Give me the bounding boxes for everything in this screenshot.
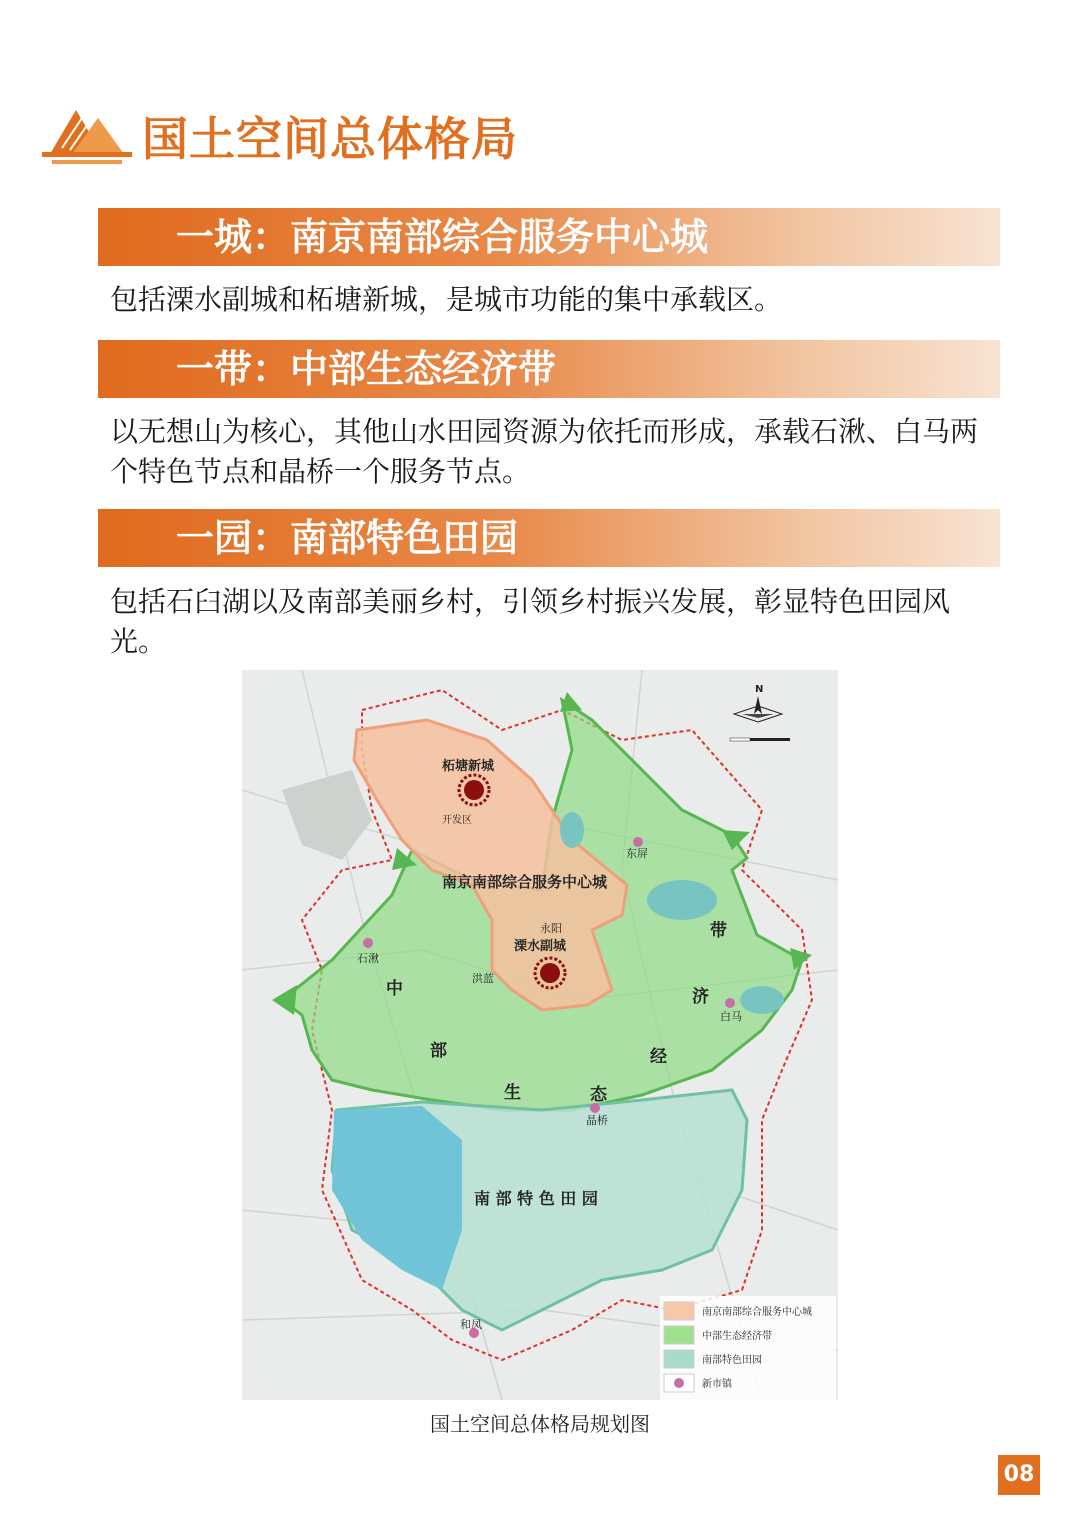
belt-char: 生 [504,1083,521,1103]
legend-swatch [664,1302,694,1320]
label-jingqiao: 晶桥 [586,1114,608,1127]
page-number: 08 [998,1455,1040,1495]
label-dongping: 东屏 [626,847,648,860]
belt-char: 态 [590,1085,607,1105]
label-south-garden: 南 部 特 色 田 园 [474,1189,598,1208]
planning-map [242,670,838,1400]
town-marker-icon [725,998,735,1008]
shijiu-lake [332,1106,462,1290]
legend-label: 中部生态经济带 [702,1331,772,1342]
section-heading: 一城：南京南部综合服务中心城 [176,215,709,259]
legend-town-icon [674,1378,684,1388]
belt-char: 带 [710,921,727,941]
section-heading-bar [98,340,1000,398]
section-heading-bar [98,208,1000,266]
map-legend [660,1296,836,1400]
legend-label: 南部特色田园 [702,1355,762,1366]
legend-swatch [664,1350,694,1368]
label-kaifaqu: 开发区 [442,815,472,826]
section-paragraph: 以无想山为核心，其他山水田园资源为依托而形成，承载石湫、白马两个特色节点和晶桥一个服务节点。 [110,415,979,488]
label-yongyang: 永阳 [540,922,562,935]
page-title: 国土空间总体格局 [142,112,518,166]
svg-text:N: N [755,684,764,695]
label-honglan: 洪蓝 [472,972,494,985]
section-heading: 一带：中部生态经济带 [176,347,557,391]
section-paragraph: 包括石臼湖以及南部美丽乡村，引领乡村振兴发展，彰显特色田园风光。 [110,585,951,658]
section-heading: 一园：南部特色田园 [176,516,519,560]
reservoir [740,986,784,1014]
town-marker-icon [633,837,643,847]
reservoir [647,880,717,920]
label-baima: 白马 [720,1010,742,1023]
belt-char: 济 [692,987,709,1007]
north-arrow-icon [730,684,790,741]
section-heading-bar [98,509,1000,567]
label-zhetang: 柘塘新城 [442,759,495,774]
reservoir [560,812,584,848]
label-hefeng: 和凤 [460,1318,482,1331]
label-lishui: 溧水副城 [514,939,567,954]
belt-char: 部 [430,1041,447,1061]
mountain-logo-icon [42,104,132,168]
legend-label: 新市镇 [702,1379,732,1390]
legend-label: 南京南部综合服务中心城 [702,1307,812,1318]
belt-arrow-west [272,985,297,1015]
label-center-city: 南京南部综合服务中心城 [442,873,608,891]
map-caption: 国土空间总体格局规划图 [430,1412,650,1436]
airport-area [282,770,372,860]
belt-char: 中 [386,979,403,999]
label-shiqiu: 石湫 [357,952,379,965]
section-paragraph: 包括溧水副城和柘塘新城，是城市功能的集中承载区。 [110,283,783,316]
town-marker-icon [363,938,373,948]
legend-swatch [664,1326,694,1344]
belt-char: 经 [650,1047,667,1067]
